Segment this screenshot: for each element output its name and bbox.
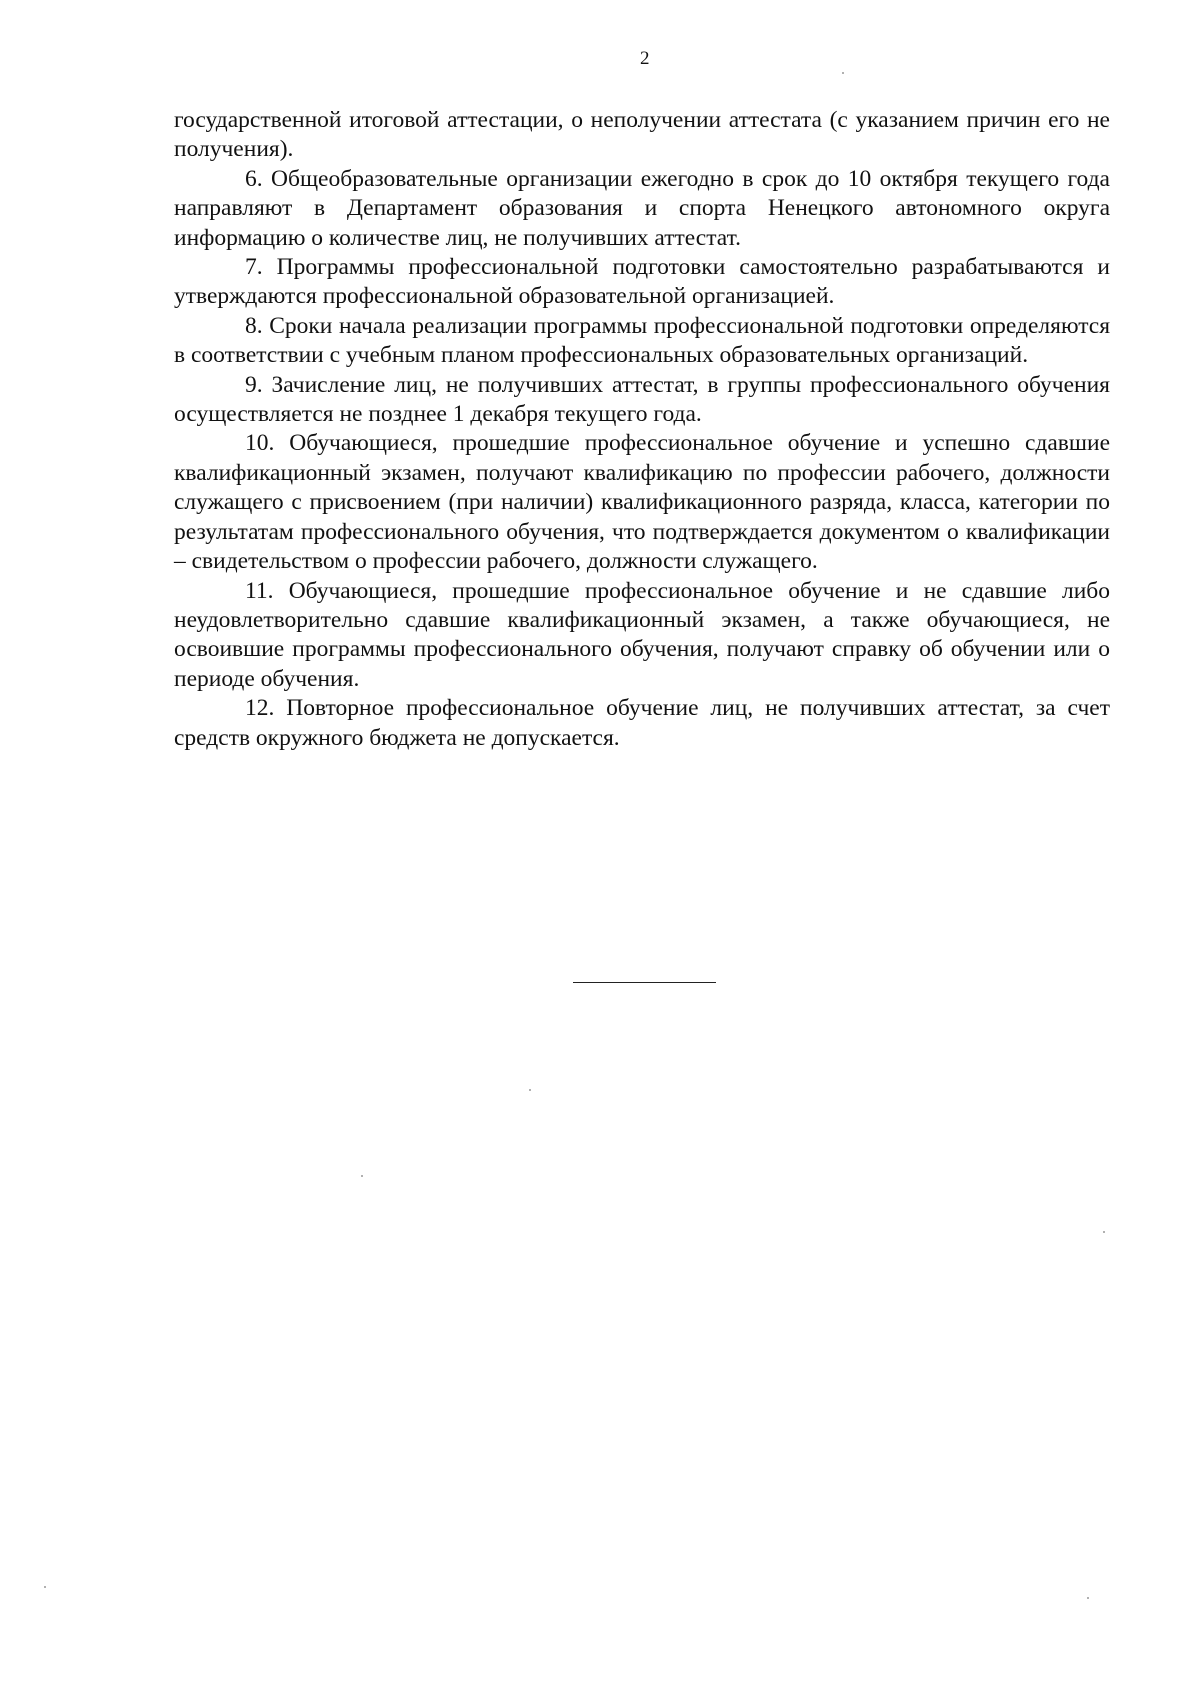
paragraph-item-8: 8. Сроки начала реализации программы профессиональной подготовки определяются в соответствии с учебным планом профессиональных образовательных организаций. <box>174 312 1110 369</box>
closing-separator-line <box>573 982 716 983</box>
page-number: 2 <box>640 48 650 69</box>
scan-speck <box>1087 1597 1089 1599</box>
paragraph-continuation: государственной итоговой аттестации, о неполучении аттестата (с указанием причин его не получения). <box>174 107 1110 163</box>
paragraph-item-9: 9. Зачисление лиц, не получивших аттестат, в группы профессионального обучения осуществляется не позднее 1 декабря текущего года. <box>174 371 1110 428</box>
scan-speck <box>529 1089 531 1091</box>
paragraph-item-12: 12. Повторное профессиональное обучение лиц, не получивших аттестат, за счет средств окружного бюджета не допускается. <box>174 695 1110 751</box>
document-body <box>174 106 1110 753</box>
paragraph-item-10: 10. Обучающиеся, прошедшие профессиональное обучение и успешно сдавшие квалификационный экзамен, получают квалификацию по профессии рабочего, должности служащего с присвоением (при наличии) квалификационного разряда, класса, категории по результатам профессионального обучения, что подтверждается документом о квалификации – свидетельством о профессии рабочего, должности служащего. <box>174 430 1110 575</box>
scan-speck <box>44 1586 46 1588</box>
scan-speck <box>361 1175 363 1177</box>
scan-speck <box>1103 1231 1105 1233</box>
scan-speck <box>842 72 844 74</box>
paragraph-item-6: 6. Общеобразовательные организации ежегодно в срок до 10 октября текущего года направляют в Департамент образования и спорта Ненецкого автономного округа информацию о количестве лиц, не получивших аттестат. <box>174 165 1110 251</box>
paragraph-item-7: 7. Программы профессиональной подготовки самостоятельно разрабатываются и утверждаются профессиональной образовательной организацией. <box>174 254 1110 310</box>
paragraph-item-11: 11. Обучающиеся, прошедшие профессиональное обучение и не сдавшие либо неудовлетворительно сдавшие квалификационный экзамен, а также обучающиеся, не освоившие программы профессионального обучения, получают справку об обучении или о периоде обучения. <box>174 577 1110 692</box>
